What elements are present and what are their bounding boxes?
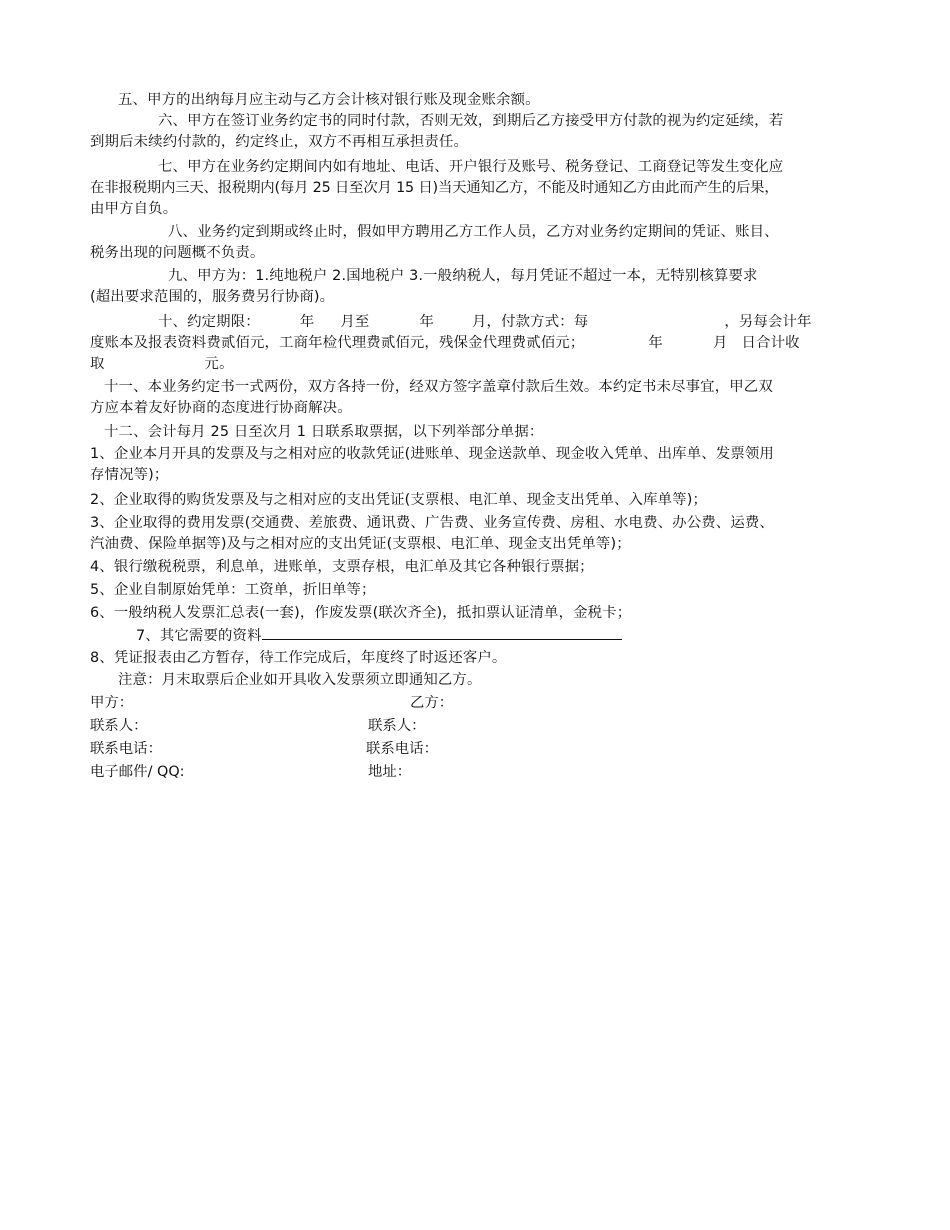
clause-10-line-2 — [90, 333, 860, 354]
term-start-year: 年 — [299, 314, 315, 330]
item-7 — [90, 625, 860, 647]
item-2-line: 2、企业取得的购货发票及与之相对应的支出凭证(支票根、电汇单、现金支出凭单、入库单等)； — [90, 492, 708, 508]
clause-9 — [90, 266, 860, 308]
fee-yuan: 元。 — [204, 356, 234, 372]
clause-6-line-2: 到期后未续约付款的，约定终止，双方不再相互承担责任。 — [90, 134, 469, 150]
item-7-label: 7、其它需要的资料 — [136, 628, 262, 644]
fee-year: 年 — [648, 335, 663, 351]
item-7-line — [90, 625, 860, 647]
fee-month: 月 — [712, 335, 728, 351]
party-a-label: 甲方： — [90, 695, 134, 711]
clause-7 — [90, 157, 860, 220]
item-6 — [90, 603, 860, 624]
item-2 — [90, 490, 860, 511]
contact-b-label: 联系人： — [368, 718, 426, 734]
item-8 — [90, 648, 860, 669]
item-6-line: 6、一般纳税人发票汇总表(一套)，作废发票(联次齐全)，抵扣票认证清单，金税卡； — [90, 605, 632, 621]
item-1 — [90, 444, 860, 486]
clause-8 — [90, 222, 860, 264]
note-line: 注意：月末取票后企业如开具收入发票须立即通知乙方。 — [118, 672, 482, 688]
fee-day: 日合计收 — [741, 335, 800, 351]
item-1-line-2: 存情况等)； — [90, 467, 169, 483]
clause-10-line-3 — [90, 354, 860, 375]
clause-5-line: 五、甲方的出纳每月应主动与乙方会计核对银行账及现金账余额。 — [118, 92, 540, 108]
note — [90, 670, 860, 691]
clause-7-line-2: 在非报税期内三天、报税期内(每月 25 日至次月 15 日)当天通知乙方，不能及时通知乙方由此而产生的后果， — [90, 180, 779, 196]
term-payment: 月，付款方式：每 — [471, 314, 589, 330]
contact-a-label: 联系人： — [90, 718, 148, 734]
item-7-blank-line — [262, 625, 622, 640]
party-b-label: 乙方： — [410, 695, 454, 711]
clause-9-line-1: 九、甲方为：1.纯地税户 2.国地税户 3.一般纳税人，每月凭证不超过一本，无特别核算要求 — [168, 268, 758, 284]
item-3-line-2: 汽油费、保险单据等)及与之相对应的支出凭证(支票根、电汇单、现金支出凭单等)； — [90, 536, 631, 552]
clause-8-line-2: 税务出现的问题概不负责。 — [90, 245, 265, 261]
item-3 — [90, 513, 860, 555]
clause-7-line-1: 七、甲方在业务约定期间内如有地址、电话、开户银行及账号、税务登记、工商登记等发生变化应 — [158, 159, 784, 175]
item-3-line-1: 3、企业取得的费用发票(交通费、差旅费、通讯费、广告费、业务宣传费、房租、水电费、办公费、运费、 — [90, 515, 774, 531]
clause-11-line-1: 十一、本业务约定书一式两份，双方各持一份，经双方签字盖章付款后生效。本约定书未尽事宜，甲乙双 — [104, 379, 773, 395]
fee-collect: 取 — [90, 356, 105, 372]
phone-b-label: 联系电话： — [366, 741, 438, 757]
item-5-line: 5、企业自制原始凭单：工资单，折旧单等； — [90, 582, 376, 598]
fee-text: 度账本及报表资料费贰佰元，工商年检代理费贰佰元，残保金代理费贰佰元； — [90, 335, 585, 351]
clause-10-line-1 — [90, 312, 860, 333]
item-1-line-1: 1、企业本月开具的发票及与之相对应的收款凭证(进账单、现金送款单、现金收入凭单、出库单、发票领用 — [90, 446, 774, 462]
clause-5 — [90, 90, 860, 111]
clause-7-line-3: 由甲方自负。 — [90, 201, 178, 217]
clause-11 — [90, 377, 860, 419]
clause-11-line-2: 方应本着友好协商的态度进行协商解决。 — [90, 400, 352, 416]
item-5 — [90, 580, 860, 601]
clause-6 — [90, 111, 860, 153]
term-month-to: 月至 — [340, 314, 370, 330]
clause-12-line: 十二、会计每月 25 日至次月 1 日联系取票据，以下列举部分单据： — [104, 424, 544, 440]
term-end-year: 年 — [419, 314, 434, 330]
item-8-line: 8、凭证报表由乙方暂存，待工作完成后，年度终了时返还客户。 — [90, 650, 507, 666]
phone-a-label: 联系电话： — [90, 741, 162, 757]
clause-6-line-1: 六、甲方在签订业务约定书的同时付款，否则无效，到期后乙方接受甲方付款的视为约定延续，若 — [158, 113, 784, 129]
clause-9-line-2: (超出要求范围的，服务费另行协商)。 — [90, 289, 335, 305]
clause-10 — [90, 312, 860, 375]
item-4-line: 4、银行缴税税票，利息单，进账单，支票存根，电汇单及其它各种银行票据； — [90, 559, 594, 575]
term-tail: ，另每会计年 — [724, 314, 812, 330]
item-4 — [90, 557, 860, 578]
clause-8-line-1: 八、业务约定到期或终止时，假如甲方聘用乙方工作人员，乙方对业务约定期间的凭证、账目、 — [168, 224, 779, 240]
address-label: 地址： — [368, 764, 412, 780]
clause-12 — [90, 422, 860, 443]
term-label: 十、约定期限： — [158, 314, 260, 330]
email-qq-label: 电子邮件/ QQ: — [90, 764, 185, 780]
